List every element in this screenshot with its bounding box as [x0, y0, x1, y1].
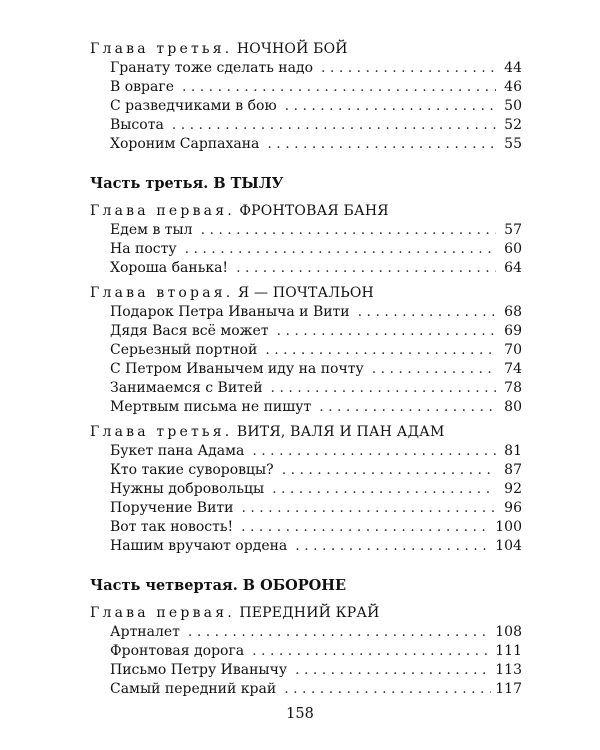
entry-title: Гранату тоже сделать надо [110, 60, 314, 76]
entry-page-number: 111 [495, 643, 522, 659]
entry-page-number: 92 [504, 481, 522, 497]
dot-leader [319, 398, 496, 417]
entry-page-number: 70 [504, 342, 522, 358]
entry-title: Высота [110, 117, 164, 133]
entry-title: Письмо Петру Иванычу [110, 662, 288, 678]
entry-page-number: 69 [504, 323, 522, 339]
chapter-title: Я — ПОЧТАЛЬОН [237, 285, 374, 301]
chapter-label: Глава первая. [90, 605, 235, 621]
dot-leader [267, 135, 496, 154]
chapter-title: ФРОНТОВАЯ БАНЯ [239, 203, 389, 219]
entry-page-number: 52 [504, 117, 522, 133]
part-heading: Часть четвертая. В ОБОРОНЕ [90, 577, 347, 594]
toc-entry [110, 97, 522, 116]
dot-leader [241, 499, 496, 518]
dot-leader [271, 379, 496, 398]
dot-leader [284, 680, 491, 699]
entry-page-number: 100 [495, 519, 522, 535]
entry-title: Серьезный портной [110, 342, 258, 358]
entry-page-number: 78 [504, 380, 522, 396]
chapter-title: ВИТЯ, ВАЛЯ И ПАН АДАМ [236, 424, 445, 440]
dot-leader [188, 623, 491, 642]
entry-page-number: 44 [504, 60, 522, 76]
entry-title: Дядя Вася всё может [110, 323, 269, 339]
entry-title: Мертвым письма не пишут [110, 399, 312, 415]
toc-entry [110, 78, 522, 97]
entry-title: С Петром Иванычем иду на почту [110, 361, 364, 377]
entry-title: Самый передний край [110, 681, 277, 697]
toc-entry [110, 259, 522, 278]
toc-entry [110, 461, 522, 480]
dot-leader [252, 642, 491, 661]
chapter-label: Глава третья. [90, 41, 233, 57]
entry-page-number: 55 [504, 136, 522, 152]
entry-page-number: 104 [495, 538, 522, 554]
toc-entry [110, 360, 522, 379]
entry-page-number: 50 [504, 98, 522, 114]
chapter-title: НОЧНОЙ БОЙ [236, 41, 348, 57]
dot-leader [172, 116, 496, 135]
toc-entry [110, 480, 522, 499]
entry-page-number: 74 [504, 361, 522, 377]
entry-title: С разведчиками в бою [110, 98, 277, 114]
toc-entry [110, 59, 522, 78]
dot-leader [241, 518, 491, 537]
toc-entry [110, 442, 522, 461]
page-number: 158 [286, 706, 314, 722]
chapter-label: Глава вторая. [90, 285, 234, 301]
chapter-heading [90, 422, 522, 442]
entry-page-number: 80 [504, 399, 522, 415]
dot-leader [272, 480, 496, 499]
toc-entry [110, 116, 522, 135]
toc-entry [110, 322, 522, 341]
toc-entry [110, 240, 522, 259]
entry-title: Занимаемся с Витей [110, 380, 263, 396]
entry-page-number: 87 [504, 462, 522, 478]
entry-title: Артналет [110, 624, 180, 640]
toc-entry [110, 623, 522, 642]
dot-leader [358, 303, 496, 322]
entry-title: Хороша банька! [110, 260, 229, 276]
toc-entry [110, 499, 522, 518]
entry-page-number: 68 [504, 304, 522, 320]
dot-leader [265, 341, 496, 360]
entry-page-number: 57 [504, 222, 522, 238]
dot-leader [285, 97, 496, 116]
chapter-title: ПЕРЕДНИЙ КРАЙ [239, 605, 380, 621]
dot-leader [277, 322, 496, 341]
entry-page-number: 64 [504, 260, 522, 276]
dot-leader [372, 360, 496, 379]
dot-leader [282, 461, 496, 480]
entry-page-number: 60 [504, 241, 522, 257]
chapter-heading [90, 283, 522, 303]
chapter-heading [90, 39, 522, 59]
entry-page-number: 113 [495, 662, 522, 678]
dot-leader [236, 259, 496, 278]
entry-title: Едем в тыл [110, 222, 193, 238]
toc-entry [110, 221, 522, 240]
entry-title: Фронтовая дорога [110, 643, 245, 659]
entry-title: Подарок Петра Иваныча и Вити [110, 304, 350, 320]
toc-entry [110, 379, 522, 398]
entry-page-number: 108 [495, 624, 522, 640]
toc-entry [110, 518, 522, 537]
entry-title: Кто такие суворовцы? [110, 462, 274, 478]
entry-page-number: 117 [495, 681, 522, 697]
entry-title: Хороним Сарпахана [110, 136, 260, 152]
toc-entry [110, 537, 522, 556]
entry-title: Букет пана Адама [110, 443, 245, 459]
part-heading: Часть третья. В ТЫЛУ [90, 175, 284, 192]
dot-leader [321, 59, 496, 78]
entry-page-number: 96 [504, 500, 522, 516]
dot-leader [201, 221, 496, 240]
toc-entry [110, 642, 522, 661]
entry-title: Нашим вручают ордена [110, 538, 288, 554]
dot-leader [295, 537, 491, 556]
entry-page-number: 81 [504, 443, 522, 459]
toc-entry [110, 680, 522, 699]
chapter-label: Глава третья. [90, 424, 233, 440]
dot-leader [182, 78, 496, 97]
dot-leader [295, 661, 491, 680]
entry-title: На посту [110, 241, 177, 257]
toc-entry [110, 303, 522, 322]
entry-page-number: 46 [504, 79, 522, 95]
entry-title: Нужны добровольцы [110, 481, 265, 497]
toc-entry [110, 341, 522, 360]
entry-title: Поручение Вити [110, 500, 234, 516]
entry-title: В овраге [110, 79, 174, 95]
chapter-heading [90, 201, 522, 221]
entry-title: Вот так новость! [110, 519, 234, 535]
toc-entry [110, 135, 522, 154]
dot-leader [252, 442, 496, 461]
table-of-contents [90, 34, 522, 699]
dot-leader [185, 240, 496, 259]
chapter-label: Глава первая. [90, 203, 235, 219]
chapter-heading [90, 603, 522, 623]
toc-entry [110, 661, 522, 680]
toc-entry [110, 398, 522, 417]
